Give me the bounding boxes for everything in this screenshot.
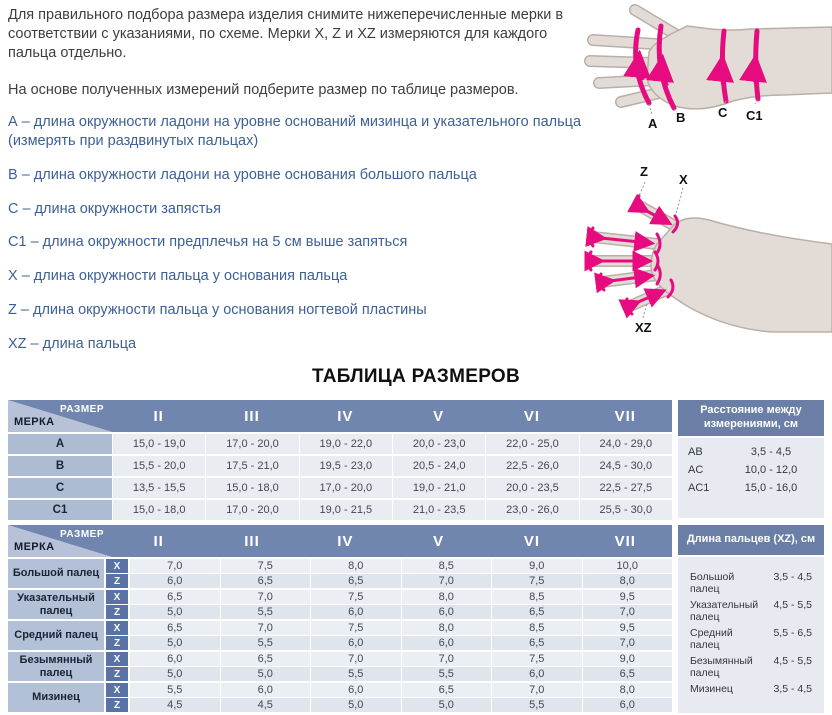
list-item: [688, 464, 814, 482]
value-cell: 20,0 - 23,0: [393, 434, 485, 454]
value-cell: 6,5: [130, 621, 220, 635]
size-col-vii: VII: [614, 407, 636, 425]
intro-text: [8, 6, 573, 101]
value-cell: 15,0 - 19,0: [113, 434, 205, 454]
x-badge: X: [106, 621, 128, 635]
value-cell: 7,5: [221, 559, 311, 573]
size-table-fingers: [8, 525, 672, 712]
value-cell: 7,5: [492, 652, 582, 666]
size-col-iii: III: [244, 532, 260, 550]
size-col-iv: IV: [337, 532, 354, 550]
distance-label: AC1: [688, 482, 710, 494]
value-cell: 8,0: [583, 574, 673, 588]
hand-diagram-circumferences: [583, 0, 832, 150]
size-col-iii: III: [244, 407, 260, 425]
value-cell: 22,5 - 27,5: [580, 478, 672, 498]
value-cell: 9,5: [583, 621, 673, 635]
finger-length-value: 3,5 - 4,5: [773, 571, 812, 583]
definition-xz: XZ – длина пальца: [8, 335, 137, 352]
size-col-iv: IV: [337, 407, 354, 425]
value-cell: 6,5: [221, 652, 311, 666]
corner-size-label: РАЗМЕР: [60, 404, 104, 415]
distance-panel-body: [678, 438, 824, 518]
z-badge: Z: [106, 636, 128, 650]
finger-name: Мизинец: [690, 683, 733, 695]
value-cell: 20,5 - 24,0: [393, 456, 485, 476]
value-cell: 6,0: [583, 698, 673, 712]
definition-c1: С1 – длина окружности предплечья на 5 см выше запяться: [8, 234, 408, 251]
value-cell: 24,0 - 29,0: [580, 434, 672, 454]
finger-length-panel-title: Длина пальцев (XZ), см: [678, 525, 824, 555]
value-cell: 4,5: [221, 698, 311, 712]
value-cell: 4,5: [130, 698, 220, 712]
list-item: [688, 482, 814, 500]
finger-row-ring: [8, 652, 672, 681]
value-cell: 5,5: [221, 636, 311, 650]
table1-corner-cell: [8, 400, 112, 432]
value-cell: 6,5: [492, 636, 582, 650]
xz-badges: [106, 559, 128, 588]
value-cell: 19,0 - 21,5: [300, 500, 392, 520]
finger-name: Средний палец: [690, 627, 733, 651]
value-cell: 8,5: [492, 590, 582, 604]
value-cell: 22,0 - 25,0: [486, 434, 578, 454]
x-values-row: [130, 621, 672, 635]
x-badge: X: [106, 590, 128, 604]
corner-size-label: РАЗМЕР: [60, 529, 104, 540]
xz-badges: [106, 621, 128, 650]
finger-length-value: 4,5 - 5,5: [773, 599, 812, 611]
distance-panel-title: Расстояние между измерениями, см: [678, 400, 824, 436]
value-cell: 8,5: [402, 559, 492, 573]
size-col-vi: VI: [523, 532, 541, 550]
value-cell: 5,5: [221, 605, 311, 619]
xz-badges: [106, 590, 128, 619]
value-cell: 7,5: [492, 574, 582, 588]
hand-palm: [647, 26, 832, 109]
value-cell: 5,0: [130, 605, 220, 619]
value-cell: 7,0: [130, 559, 220, 573]
finger-label: Мизинец: [8, 683, 104, 712]
x-values-row: [130, 559, 672, 573]
label-x: X: [679, 172, 688, 187]
label-b: В: [676, 110, 686, 125]
finger-label: Средний палец: [8, 621, 104, 650]
hand-diagram-fingers: [583, 158, 832, 340]
value-cell: 7,0: [583, 636, 673, 650]
value-cell: 15,0 - 18,0: [206, 478, 298, 498]
value-cell: 8,0: [402, 621, 492, 635]
xz-badges: [106, 652, 128, 681]
value-cell: 17,0 - 20,0: [206, 500, 298, 520]
value-cell: 5,0: [402, 698, 492, 712]
finger-row-index: [8, 590, 672, 619]
value-cell: 6,0: [130, 652, 220, 666]
z-badge: Z: [106, 574, 128, 588]
definition-a: А – длина окружности ладони на уровне оснований мизинца и указательного пальца (измерять при раздвинутых пальцах): [8, 114, 582, 149]
value-cell: 5,0: [130, 667, 220, 681]
value-cell: 17,0 - 20,0: [300, 478, 392, 498]
value-cell: 7,0: [221, 621, 311, 635]
value-cell: 6,0: [311, 683, 401, 697]
value-cell: 15,0 - 18,0: [113, 500, 205, 520]
size-col-ii: II: [153, 407, 164, 425]
size-table-title: ТАБЛИЦА РАЗМЕРОВ: [311, 366, 521, 387]
x-badge: X: [106, 559, 128, 573]
value-cell: 17,5 - 21,0: [206, 456, 298, 476]
value-cell: 17,0 - 20,0: [206, 434, 298, 454]
table2-corner-cell: [8, 525, 112, 557]
value-cell: 10,0: [583, 559, 673, 573]
size-col-v: V: [433, 532, 445, 550]
finger-length-panel: [678, 525, 824, 713]
distance-value: 15,0 - 16,0: [744, 482, 798, 494]
finger-row-middle: [8, 621, 672, 650]
value-cell: 8,5: [492, 621, 582, 635]
finger-name: Большой палец: [690, 571, 735, 595]
table-row-c: [8, 478, 672, 498]
z-values-row: [130, 667, 672, 681]
finger-length-value: 4,5 - 5,5: [773, 655, 812, 667]
row-label: А: [8, 434, 112, 454]
table-row-c1: [8, 500, 672, 520]
size-col-vii: VII: [614, 532, 636, 550]
list-item: [690, 627, 812, 655]
distance-value: 10,0 - 12,0: [744, 464, 798, 476]
distance-value: 3,5 - 4,5: [750, 446, 792, 458]
value-cell: 6,0: [311, 636, 401, 650]
finger-row-pinky: [8, 683, 672, 712]
finger-length-value: 5,5 - 6,5: [773, 627, 812, 639]
value-cell: 5,0: [130, 636, 220, 650]
z-badge: Z: [106, 698, 128, 712]
finger-label: Указательный палец: [8, 590, 104, 619]
value-cell: 7,0: [402, 574, 492, 588]
value-cell: 7,0: [221, 590, 311, 604]
size-col-ii: II: [153, 532, 164, 550]
value-cell: 13,5 - 15,5: [113, 478, 205, 498]
list-item: [690, 655, 812, 683]
value-cell: 8,0: [402, 590, 492, 604]
finger-name: Указательный палец: [690, 599, 759, 623]
z-badge: Z: [106, 667, 128, 681]
hand-palm: [651, 218, 832, 332]
value-cell: 5,5: [492, 698, 582, 712]
distance-panel: [678, 400, 824, 518]
value-cell: 7,5: [311, 621, 401, 635]
label-z: Z: [640, 164, 648, 179]
intro-paragraph-1: Для правильного подбора размера изделия снимите нижеперечисленные мерки в соответствии с указаниями, по схеме. Мерки X, Z и XZ измеряются для каждого пальца отдельно.: [8, 7, 564, 62]
table2-header-row: [8, 525, 672, 557]
definition-x: Х – длина окружности пальца у основания пальца: [8, 268, 348, 285]
value-cell: 6,5: [402, 683, 492, 697]
table1-header-row: [8, 400, 672, 432]
corner-measure-label: МЕРКА: [14, 541, 55, 553]
finger-label: Безымянный палец: [8, 652, 104, 681]
finger-row-thumb: [8, 559, 672, 588]
value-cell: 6,0: [311, 605, 401, 619]
z-values-row: [130, 605, 672, 619]
value-cell: 5,0: [311, 698, 401, 712]
value-cell: 9,0: [583, 652, 673, 666]
value-cell: 7,0: [311, 652, 401, 666]
list-item: [690, 599, 812, 627]
z-values-row: [130, 698, 672, 712]
value-cell: 19,0 - 21,0: [393, 478, 485, 498]
x-badge: X: [106, 683, 128, 697]
value-cell: 9,0: [492, 559, 582, 573]
xz-badges: [106, 683, 128, 712]
z-values-row: [130, 574, 672, 588]
definition-c: С – длина окружности запястья: [8, 200, 221, 217]
value-cell: 5,5: [311, 667, 401, 681]
list-item: [690, 683, 812, 711]
intro-paragraph-2: На основе полученных измерений подберите размер по таблице размеров.: [8, 82, 519, 99]
label-c: С: [718, 105, 728, 120]
list-item: [690, 571, 812, 599]
value-cell: 6,0: [402, 636, 492, 650]
x-values-row: [130, 683, 672, 697]
row-label: В: [8, 456, 112, 476]
value-cell: 5,5: [130, 683, 220, 697]
value-cell: 25,5 - 30,0: [580, 500, 672, 520]
value-cell: 22,5 - 26,0: [486, 456, 578, 476]
measurement-definitions: [8, 113, 583, 369]
value-cell: 6,0: [221, 683, 311, 697]
value-cell: 6,5: [130, 590, 220, 604]
value-cell: 6,0: [130, 574, 220, 588]
value-cell: 6,5: [311, 574, 401, 588]
value-cell: 6,5: [583, 667, 673, 681]
value-cell: 7,5: [311, 590, 401, 604]
finger-name: Безымянный палец: [690, 655, 753, 679]
finger-length-panel-body: [678, 557, 824, 713]
x-badge: X: [106, 652, 128, 666]
label-c1: С1: [746, 108, 763, 123]
value-cell: 7,0: [492, 683, 582, 697]
label-a: А: [648, 116, 658, 131]
definition-b: В – длина окружности ладони на уровне основания большого пальца: [8, 166, 477, 183]
value-cell: 21,0 - 23,5: [393, 500, 485, 520]
x-values-row: [130, 590, 672, 604]
value-cell: 19,5 - 23,0: [300, 456, 392, 476]
size-table-circumferences: [8, 400, 672, 520]
z-values-row: [130, 636, 672, 650]
list-item: [688, 446, 814, 464]
value-cell: 5,0: [221, 667, 311, 681]
size-col-v: V: [433, 407, 445, 425]
corner-measure-label: МЕРКА: [14, 416, 55, 428]
finger-length-value: 3,5 - 4,5: [773, 683, 812, 695]
row-label: С: [8, 478, 112, 498]
size-col-vi: VI: [523, 407, 541, 425]
value-cell: 7,0: [583, 605, 673, 619]
value-cell: 24,5 - 30,0: [580, 456, 672, 476]
value-cell: 6,0: [402, 605, 492, 619]
value-cell: 9,5: [583, 590, 673, 604]
table-row-a: [8, 434, 672, 454]
value-cell: 15,5 - 20,0: [113, 456, 205, 476]
value-cell: 19,0 - 22,0: [300, 434, 392, 454]
value-cell: 7,0: [402, 652, 492, 666]
distance-label: AB: [688, 446, 703, 458]
value-cell: 8,0: [311, 559, 401, 573]
value-cell: 5,5: [402, 667, 492, 681]
value-cell: 8,0: [583, 683, 673, 697]
value-cell: 6,5: [221, 574, 311, 588]
distance-label: AC: [688, 464, 704, 476]
table-row-b: [8, 456, 672, 476]
x-values-row: [130, 652, 672, 666]
value-cell: 23,0 - 26,0: [486, 500, 578, 520]
definition-z: Z – длина окружности пальца у основания ногтевой пластины: [8, 302, 427, 319]
value-cell: 20,0 - 23,5: [486, 478, 578, 498]
value-cell: 6,0: [492, 667, 582, 681]
label-xz: XZ: [635, 320, 652, 335]
z-badge: Z: [106, 605, 128, 619]
finger-label: Большой палец: [8, 559, 104, 588]
value-cell: 6,5: [492, 605, 582, 619]
row-label: С1: [8, 500, 112, 520]
